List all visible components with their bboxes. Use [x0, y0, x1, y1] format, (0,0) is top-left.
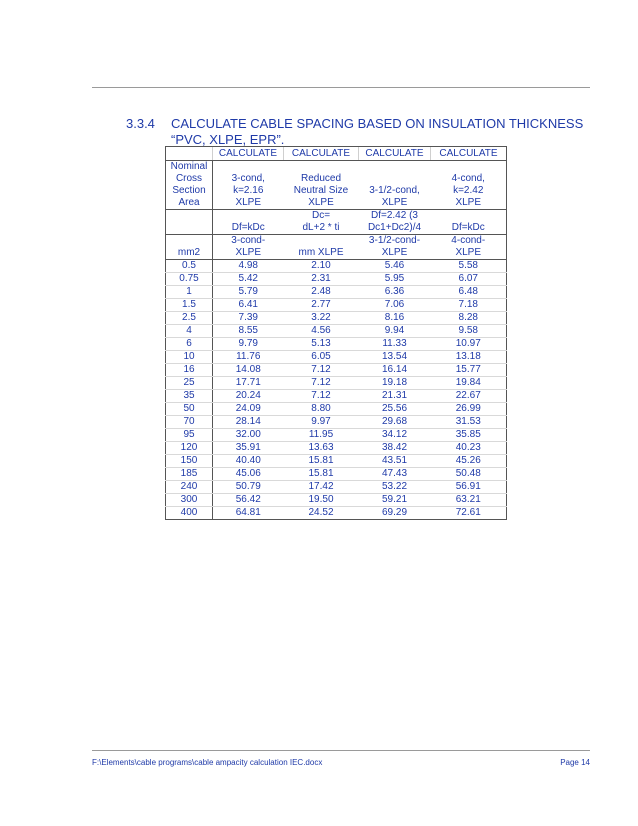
table-cell: XLPE	[431, 197, 507, 210]
table-cell: 11.33	[359, 338, 431, 351]
table-cell: 63.21	[431, 494, 507, 507]
table-cell: 22.67	[431, 390, 507, 403]
table-cell: 13.63	[284, 442, 359, 455]
table-cell: 9.58	[431, 325, 507, 338]
table-cell: 3-1/2-cond,	[369, 185, 420, 196]
table-cell: 72.61	[431, 507, 507, 520]
table-row	[166, 416, 507, 429]
table-cell: 15.81	[284, 455, 359, 468]
table-cell: Neutral Size	[293, 185, 349, 196]
table-cell: 50.79	[213, 481, 284, 494]
table-cell: 24.09	[213, 403, 284, 416]
table-cell: 6.41	[213, 299, 284, 312]
table-cell: CALCULATE	[359, 147, 431, 161]
table-cell: 20.24	[213, 390, 284, 403]
table-cell: 3-cond-	[231, 235, 266, 246]
table-cell: 70	[166, 416, 213, 429]
table-cell: 300	[166, 494, 213, 507]
table-cell: 25.56	[359, 403, 431, 416]
table-cell: 43.51	[359, 455, 431, 468]
table-cell: 40.40	[213, 455, 284, 468]
table-unit-row	[166, 247, 507, 260]
table-cell: Nominal	[166, 161, 213, 174]
table-cell: XLPE	[359, 247, 431, 260]
table-cell: 2.10	[284, 260, 359, 273]
table-cell: 2.5	[166, 312, 213, 325]
table-cell: 3-1/2-cond-	[368, 235, 421, 246]
table-cell: 2.77	[284, 299, 359, 312]
table-cell: 29.68	[359, 416, 431, 429]
table-cell: 50	[166, 403, 213, 416]
table-cell: Dc=	[311, 210, 331, 221]
table-cell	[284, 161, 359, 174]
table-cell: 150	[166, 455, 213, 468]
table-cell: 40.23	[431, 442, 507, 455]
table-cell: 9.79	[213, 338, 284, 351]
table-cell: 34.12	[359, 429, 431, 442]
table-cell: 69.29	[359, 507, 431, 520]
table-cell	[213, 161, 284, 174]
table-cell: Reduced	[300, 173, 342, 184]
table-cell: 25	[166, 377, 213, 390]
table-cell: XLPE	[359, 197, 431, 210]
table-cell: Df=kDc	[431, 222, 507, 235]
table-cell: 15.77	[431, 364, 507, 377]
table-cell: 17.42	[284, 481, 359, 494]
table-cell: 13.54	[359, 351, 431, 364]
table-cell: 6.07	[431, 273, 507, 286]
table-cell: 16	[166, 364, 213, 377]
table-cell: 6.05	[284, 351, 359, 364]
table-cell: 47.43	[359, 468, 431, 481]
table-header-row	[166, 173, 507, 185]
table-cell: 6.36	[359, 286, 431, 299]
table-cell: 4-cond-	[431, 235, 507, 248]
table-row	[166, 442, 507, 455]
table-cell: 7.12	[284, 364, 359, 377]
cable-spacing-table	[165, 146, 507, 520]
table-cell: 11.76	[213, 351, 284, 364]
table-cell: 5.46	[359, 260, 431, 273]
table-cell: 26.99	[431, 403, 507, 416]
table-row	[166, 312, 507, 325]
table-header-row	[166, 197, 507, 210]
table-cell: 9.97	[284, 416, 359, 429]
table-cell: 400	[166, 507, 213, 520]
table-cell: XLPE	[284, 197, 359, 210]
table-row	[166, 494, 507, 507]
table-row	[166, 455, 507, 468]
table-cell: 31.53	[431, 416, 507, 429]
table-formula-row	[166, 222, 507, 235]
table-cell: 5.58	[431, 260, 507, 273]
table-cell: 4	[166, 325, 213, 338]
table-cell: 59.21	[359, 494, 431, 507]
table-row	[166, 260, 507, 273]
table-cell: 8.55	[213, 325, 284, 338]
table-cell: 7.18	[431, 299, 507, 312]
table-cell: 9.94	[359, 325, 431, 338]
table-cell: 6.48	[431, 286, 507, 299]
table-cell: 240	[166, 481, 213, 494]
table-cell: 19.50	[284, 494, 359, 507]
table-formula-row	[166, 210, 507, 223]
table-row	[166, 507, 507, 520]
table-row	[166, 429, 507, 442]
table-cell	[166, 210, 213, 223]
table-cell: 8.16	[359, 312, 431, 325]
table-row	[166, 364, 507, 377]
table-cell: XLPE	[431, 247, 507, 260]
table-cell	[431, 210, 507, 223]
table-cell: 28.14	[213, 416, 284, 429]
table-cell: 1.5	[166, 299, 213, 312]
table-cell: 1	[166, 286, 213, 299]
table-cell: 38.42	[359, 442, 431, 455]
table-cell: 11.95	[284, 429, 359, 442]
table-cell: CALCULATE	[213, 147, 284, 161]
table-cell	[213, 210, 284, 223]
table-cell: Cross	[166, 173, 213, 185]
table-cell: k=2.16	[233, 185, 264, 196]
table-cell: CALCULATE	[431, 147, 507, 161]
table-cell: 5.13	[284, 338, 359, 351]
table-cell: 4.98	[213, 260, 284, 273]
table-cell: 14.08	[213, 364, 284, 377]
table-cell	[359, 161, 431, 174]
table-cell: 8.28	[431, 312, 507, 325]
section-number: 3.3.4	[126, 116, 155, 131]
table-cell: 5.79	[213, 286, 284, 299]
table-cell: 3-cond,	[231, 173, 265, 184]
table-cell: 45.26	[431, 455, 507, 468]
table-cell	[431, 161, 507, 174]
table-cell: 2.31	[284, 273, 359, 286]
table-row	[166, 286, 507, 299]
table-cell: 4-cond,	[431, 173, 507, 185]
table-cell: 6	[166, 338, 213, 351]
table-cell	[166, 222, 213, 235]
table-cell: 16.14	[359, 364, 431, 377]
table-row	[166, 403, 507, 416]
table-cell: mm2	[166, 247, 213, 260]
table-header-row	[166, 185, 507, 197]
table-cell: 53.22	[359, 481, 431, 494]
table-cell: 64.81	[213, 507, 284, 520]
table-cell: 5.42	[213, 273, 284, 286]
table-row	[166, 377, 507, 390]
table-unit-row	[166, 235, 507, 248]
table-cell: dL+2 * ti	[284, 222, 359, 235]
table-header-row	[166, 161, 507, 174]
table-cell: 19.18	[359, 377, 431, 390]
table-cell: XLPE	[213, 197, 284, 210]
footer-file-path: F:\Elements\cable programs\cable ampacity calculation IEC.docx	[92, 758, 323, 767]
table-cell: 95	[166, 429, 213, 442]
table-cell: 120	[166, 442, 213, 455]
footer-page-number: Page 14	[560, 758, 590, 767]
table-cell: 8.80	[284, 403, 359, 416]
table-cell: 21.31	[359, 390, 431, 403]
table-cell: k=2.42	[431, 185, 507, 197]
table-cell: Dc1+Dc2)/4	[359, 222, 431, 235]
table-row	[166, 338, 507, 351]
table-row	[166, 351, 507, 364]
table-cell: XLPE	[213, 247, 284, 260]
table-cell: Area	[166, 197, 213, 210]
table-cell: Df=kDc	[213, 222, 284, 235]
table-cell: 50.48	[431, 468, 507, 481]
header-rule	[92, 87, 590, 88]
table-row	[166, 390, 507, 403]
table-row	[166, 273, 507, 286]
table-cell: 2.48	[284, 286, 359, 299]
table-cell: Section	[166, 185, 213, 197]
table-row	[166, 299, 507, 312]
table-cell	[166, 235, 213, 248]
table-cell: 0.75	[166, 273, 213, 286]
table-cell: 35	[166, 390, 213, 403]
section-title: CALCULATE CABLE SPACING BASED ON INSULATION THICKNESS “PVC, XLPE, EPR”.	[171, 116, 584, 147]
table-cell: 45.06	[213, 468, 284, 481]
table-cell	[166, 147, 213, 161]
table-cell: 7.06	[359, 299, 431, 312]
table-cell: 56.91	[431, 481, 507, 494]
table-cell: 35.85	[431, 429, 507, 442]
table-cell	[284, 235, 359, 248]
table-cell: 5.95	[359, 273, 431, 286]
table-cell: 10.97	[431, 338, 507, 351]
table-cell: 35.91	[213, 442, 284, 455]
table-cell: 0.5	[166, 260, 213, 273]
table-cell: 7.39	[213, 312, 284, 325]
table-cell	[359, 173, 431, 185]
table-cell: 17.71	[213, 377, 284, 390]
table-cell: 19.84	[431, 377, 507, 390]
table-cell: 24.52	[284, 507, 359, 520]
table-cell: 56.42	[213, 494, 284, 507]
table-row	[166, 481, 507, 494]
footer-rule	[92, 750, 590, 751]
table-row	[166, 325, 507, 338]
table-row	[166, 468, 507, 481]
table-cell: 185	[166, 468, 213, 481]
table-cell: 32.00	[213, 429, 284, 442]
table-cell: 7.12	[284, 390, 359, 403]
table-cell: 3.22	[284, 312, 359, 325]
table-cell: 13.18	[431, 351, 507, 364]
table-cell: 15.81	[284, 468, 359, 481]
table-cell: CALCULATE	[284, 147, 359, 161]
table-top-row	[166, 147, 507, 161]
table-cell: 7.12	[284, 377, 359, 390]
table-cell: Df=2.42 (3	[371, 210, 418, 221]
table-cell: mm XLPE	[284, 247, 359, 260]
table-cell: 4.56	[284, 325, 359, 338]
table-cell: 10	[166, 351, 213, 364]
